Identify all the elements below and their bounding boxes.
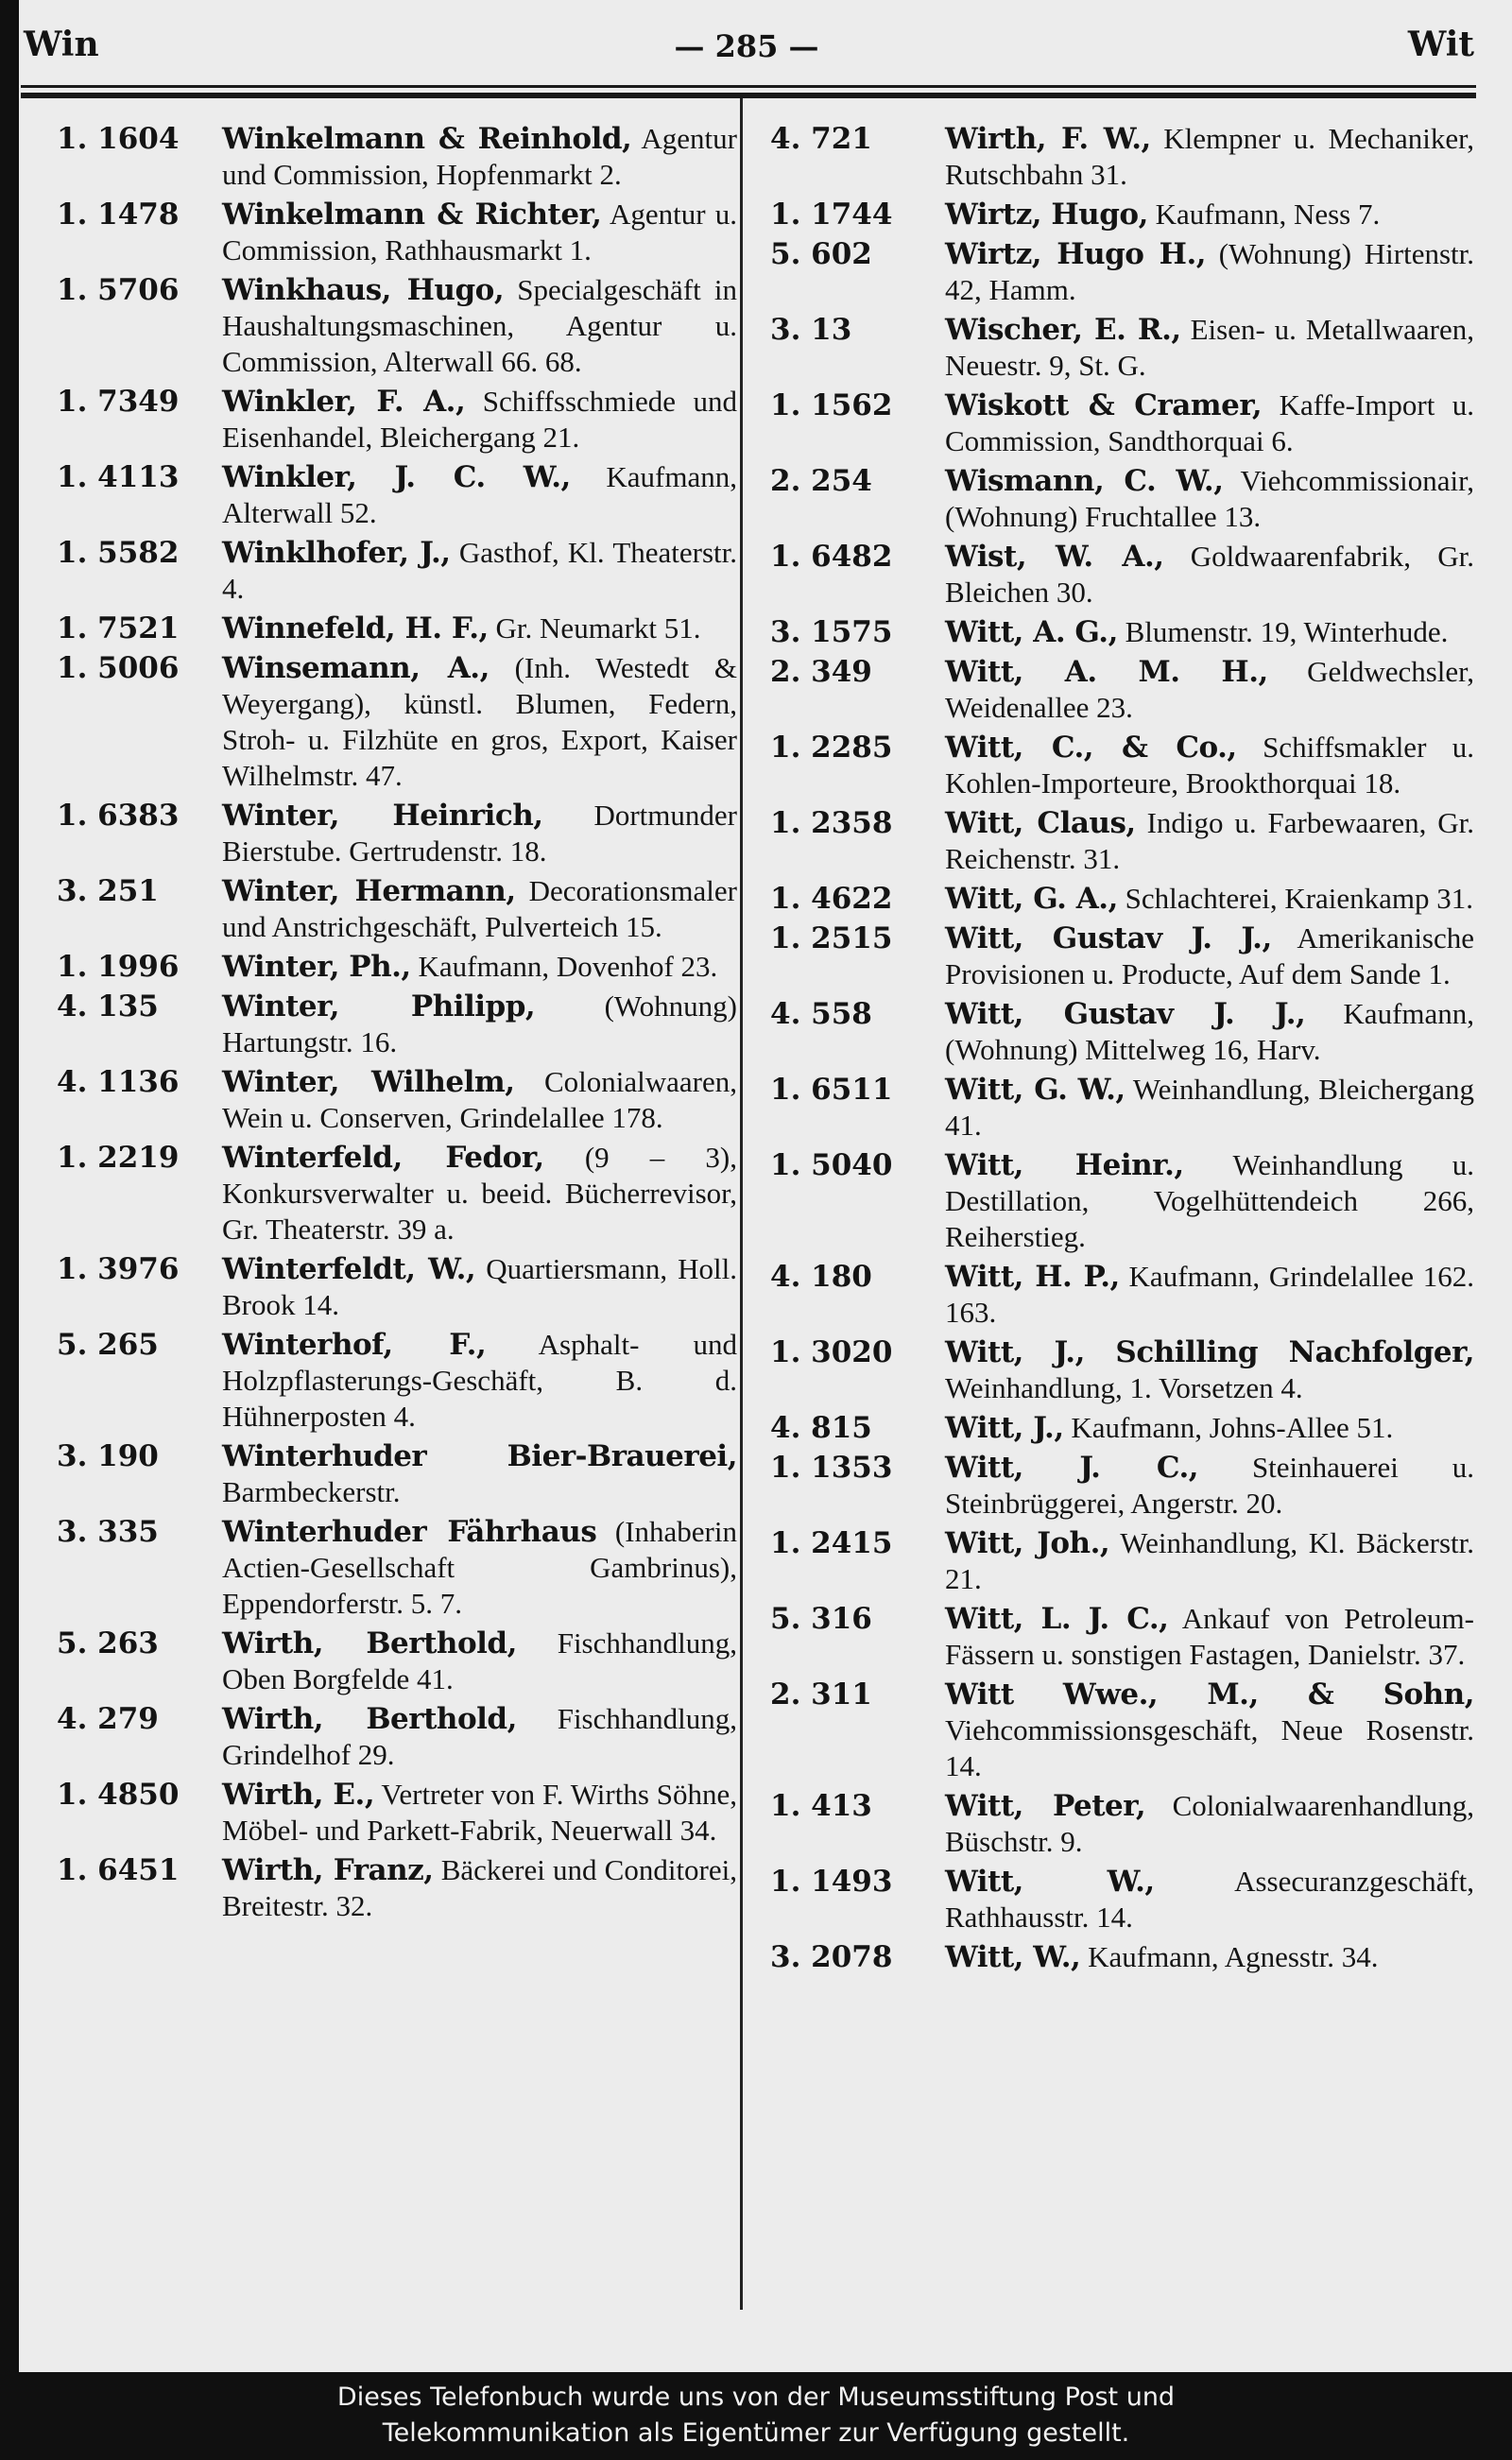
entry-name: Wischer, E. R.,: [945, 313, 1181, 347]
entry-text: [945, 1147, 1474, 1255]
entry-name: Witt Wwe., M., & Sohn,: [945, 1677, 1474, 1712]
entry-name: Wirth, Berthold,: [222, 1702, 517, 1736]
entry-description: Fischhandlung, Oben Borgfelde 41.: [222, 1626, 738, 1695]
entry-name: Winkler, F. A.,: [222, 385, 466, 419]
header-rule-thick: [21, 93, 1476, 98]
directory-entry: [770, 614, 1474, 650]
phone-number: 5. 602: [770, 237, 872, 271]
entry-description: Blumenstr. 19, Winterhude.: [1125, 615, 1449, 648]
phone-number: 2. 349: [770, 655, 872, 689]
entry-description: Kaufmann, Dovenhof 23.: [418, 950, 718, 983]
directory-entry: [57, 650, 737, 794]
entry-description: Steinhauerei u. Steinbrüggerei, Angerstr. 20.: [945, 1451, 1474, 1520]
entry-text: [222, 611, 737, 646]
directory-entry: [770, 996, 1474, 1068]
entry-description: Asphalt- und Holzpflasterungs-Geschäft, B. d. Hühnerposten 4.: [222, 1328, 737, 1433]
phone-number: 1. 4850: [57, 1778, 180, 1812]
phone-number: 1. 3976: [57, 1252, 180, 1286]
entry-description: Klempner u. Mechaniker, Rutschbahn 31.: [945, 122, 1474, 191]
header-rule-thin: [21, 85, 1476, 88]
entry-name: Winterfeldt, W.,: [222, 1252, 476, 1286]
entry-description: Agentur und Commission, Hopfenmarkt 2.: [222, 122, 737, 191]
entry-name: Wirth, E.,: [222, 1778, 375, 1812]
phone-number: 5. 265: [57, 1328, 159, 1362]
footer-line-1: Dieses Telefonbuch wurde uns von der Museumsstiftung Post und: [336, 2383, 1176, 2412]
entry-text: [945, 312, 1474, 384]
entry-name: Witt, G. A.,: [945, 882, 1118, 916]
entry-text: [945, 1072, 1474, 1144]
phone-number: 1. 5706: [57, 273, 180, 307]
directory-entry: [770, 121, 1474, 193]
entry-description: Amerikanische Provisionen u. Producte, Auf dem Sande 1.: [945, 921, 1475, 990]
directory-entry: [770, 920, 1474, 992]
directory-entry: [57, 1777, 737, 1849]
phone-number: 4. 135: [57, 989, 159, 1024]
directory-entry: [770, 1525, 1474, 1597]
entry-description: (Inh. Westedt & Weyergang), künstl. Blumen, Federn, Stroh- u. Filzhüte en gros, Export, Kaiser Wilhelmstr. 47.: [222, 651, 737, 792]
phone-number: 2. 254: [770, 464, 872, 498]
entry-description: Kaffe-Import u. Commission, Sandthorquai 6.: [945, 388, 1475, 457]
entry-description: Specialgeschäft in Haushaltungsmaschinen, Agentur u. Commission, Alterwall 66. 68.: [222, 273, 737, 378]
phone-number: 1. 1478: [57, 198, 180, 232]
entry-name: Witt, Claus,: [945, 806, 1136, 840]
entry-name: Wirtz, Hugo,: [945, 198, 1148, 232]
entry-name: Witt, Joh.,: [945, 1526, 1110, 1560]
directory-entry: [57, 798, 737, 869]
entry-name: Winkelmann & Richter,: [222, 198, 602, 232]
phone-number: 3. 13: [770, 313, 852, 347]
phone-number: 1. 6383: [57, 799, 180, 833]
directory-entry: [57, 1327, 737, 1435]
entry-description: Indigo u. Farbewaaren, Gr. Reichenstr. 31.: [945, 806, 1475, 875]
directory-entry: [57, 197, 737, 268]
directory-entry: [57, 535, 737, 607]
phone-number: 4. 721: [770, 122, 872, 156]
entry-description: Quartiersmann, Holl. Brook 14.: [222, 1252, 738, 1321]
phone-number: 4. 1136: [57, 1065, 180, 1099]
page-number: — 285 —: [674, 28, 819, 64]
right-column: [770, 121, 1474, 1979]
entry-description: (Inhaberin Actien-Gesellschaft Gambrinus), Eppendorferstr. 5. 7.: [222, 1515, 737, 1620]
phone-number: 1. 413: [770, 1789, 872, 1823]
entry-text: [222, 121, 737, 193]
entry-text: [222, 1140, 737, 1247]
directory-entry: [770, 387, 1474, 459]
entry-description: Kaufmann, Agnesstr. 34.: [1088, 1940, 1379, 1973]
directory-entry: [57, 989, 737, 1060]
entry-name: Witt, H. P.,: [945, 1260, 1120, 1294]
entry-text: [945, 1410, 1474, 1446]
phone-number: 1. 1353: [770, 1451, 893, 1485]
entry-description: Kaufmann, Johns-Allee 51.: [1071, 1411, 1394, 1444]
phone-number: 1. 3020: [770, 1335, 893, 1369]
phone-number: 1. 1996: [57, 950, 180, 984]
directory-entry: [57, 1438, 737, 1510]
phone-number: 4. 180: [770, 1260, 872, 1294]
entry-description: Viehcommissionair, (Wohnung) Fruchtallee 13.: [945, 464, 1474, 533]
entry-name: Wirth, Franz,: [222, 1853, 434, 1887]
directory-entry: [57, 949, 737, 985]
entry-description: Agentur u. Commission, Rathhausmarkt 1.: [222, 198, 737, 267]
entry-name: Witt, Gustav J. J.,: [945, 997, 1306, 1031]
entry-name: Witt, A. G.,: [945, 615, 1118, 649]
entry-text: [945, 1259, 1474, 1331]
entry-text: [222, 1438, 737, 1510]
entry-name: Winterhof, F.,: [222, 1328, 487, 1362]
phone-number: 3. 2078: [770, 1940, 893, 1974]
directory-entry: [57, 1514, 737, 1622]
entry-text: [945, 1601, 1474, 1673]
entry-name: Witt, C., & Co.,: [945, 731, 1237, 765]
entry-text: [222, 989, 737, 1060]
directory-entry: [770, 805, 1474, 877]
entry-text: [222, 197, 737, 268]
directory-entry: [770, 1450, 1474, 1522]
entry-name: Winkler, J. C. W.,: [222, 460, 571, 494]
page-header: [19, 19, 1474, 76]
entry-text: [945, 730, 1474, 801]
directory-entry: [770, 197, 1474, 232]
entry-text: [222, 1327, 737, 1435]
entry-description: Schiffsmakler u. Kohlen-Importeure, Brookthorquai 18.: [945, 731, 1474, 800]
entry-name: Witt, G. W.,: [945, 1073, 1125, 1107]
entry-description: Assecuranzgeschäft, Rathhausstr. 14.: [945, 1865, 1475, 1934]
directory-entry: [57, 384, 737, 456]
entry-name: Winterhuder Bier-Brauerei,: [222, 1439, 737, 1473]
entry-text: [222, 650, 737, 794]
phone-number: 1. 2285: [770, 731, 893, 765]
entry-description: Colonialwaaren, Wein u. Conserven, Grindelallee 178.: [222, 1065, 738, 1134]
entry-text: [945, 1450, 1474, 1522]
phone-number: 1. 7521: [57, 611, 180, 645]
entry-description: Kaufmann, (Wohnung) Mittelweg 16, Harv.: [945, 997, 1475, 1066]
entry-description: Weinhandlung, 1. Vorsetzen 4.: [945, 1371, 1303, 1404]
directory-entry: [770, 1788, 1474, 1860]
entry-name: Winkhaus, Hugo,: [222, 273, 505, 307]
phone-number: 4. 279: [57, 1702, 159, 1736]
phone-number: 1. 7349: [57, 385, 180, 419]
directory-entry: [770, 1601, 1474, 1673]
entry-name: Witt, J. C.,: [945, 1451, 1199, 1485]
entry-text: [222, 535, 737, 607]
entry-name: Witt, Peter,: [945, 1789, 1146, 1823]
phone-number: 4. 815: [770, 1411, 872, 1445]
entry-description: Schiffsschmiede und Eisenhandel, Bleichergang 21.: [222, 385, 737, 454]
entry-text: [222, 1514, 737, 1622]
entry-text: [945, 121, 1474, 193]
directory-entry: [770, 1334, 1474, 1406]
entry-text: [945, 805, 1474, 877]
entry-description: Gasthof, Kl. Theaterstr. 4.: [222, 536, 738, 605]
phone-number: 1. 2358: [770, 806, 893, 840]
header-right-keyword: Wit: [1407, 25, 1474, 64]
entry-description: (Wohnung) Hartungstr. 16.: [222, 989, 737, 1058]
entry-name: Winklhofer, J.,: [222, 536, 451, 570]
entry-description: Eisen- u. Metallwaaren, Neuestr. 9, St. G.: [945, 313, 1474, 382]
phone-number: 1. 1604: [57, 122, 180, 156]
directory-entry: [770, 463, 1474, 535]
entry-text: [945, 1788, 1474, 1860]
entry-name: Witt, Gustav J. J.,: [945, 921, 1272, 955]
entry-name: Wirth, F. W.,: [945, 122, 1151, 156]
entry-description: Weinhandlung, Bleichergang 41.: [945, 1073, 1474, 1142]
directory-entry: [770, 654, 1474, 726]
entry-name: Witt, J.,: [945, 1411, 1064, 1445]
directory-entry: [57, 1626, 737, 1697]
phone-number: 2. 311: [770, 1677, 872, 1712]
entry-name: Winter, Ph.,: [222, 950, 411, 984]
entry-description: Dortmunder Bierstube. Gertrudenstr. 18.: [222, 799, 737, 868]
directory-entry: [57, 121, 737, 193]
entry-name: Wirtz, Hugo H.,: [945, 237, 1207, 271]
entry-text: [222, 1777, 737, 1849]
entry-name: Witt, L. J. C.,: [945, 1602, 1169, 1636]
phone-number: 1. 4113: [57, 460, 180, 494]
phone-number: 1. 1744: [770, 198, 893, 232]
entry-text: [945, 1334, 1474, 1406]
entry-text: [945, 881, 1474, 917]
entry-description: Colonialwaarenhandlung, Büschstr. 9.: [945, 1789, 1474, 1858]
directory-entry: [770, 881, 1474, 917]
directory-entry: [770, 539, 1474, 611]
entry-name: Winterhuder Fährhaus: [222, 1515, 597, 1549]
phone-number: 1. 1562: [770, 388, 893, 422]
entry-text: [945, 1864, 1474, 1935]
entry-text: [945, 654, 1474, 726]
directory-entry: [770, 1864, 1474, 1935]
directory-entry: [770, 1147, 1474, 1255]
directory-entry: [770, 1410, 1474, 1446]
entry-text: [222, 949, 737, 985]
phone-number: 1. 6451: [57, 1853, 180, 1887]
directory-entry: [57, 272, 737, 380]
entry-name: Winterfeld, Fedor,: [222, 1141, 544, 1175]
left-column: [57, 121, 737, 1928]
phone-number: 3. 335: [57, 1515, 159, 1549]
phone-number: 1. 5040: [770, 1148, 893, 1182]
entry-name: Witt, Heinr.,: [945, 1148, 1184, 1182]
phone-number: 1. 2219: [57, 1141, 180, 1175]
entry-text: [945, 463, 1474, 535]
entry-text: [945, 996, 1474, 1068]
entry-description: Vertreter von F. Wirths Söhne, Möbel- und Parkett-Fabrik, Neuerwall 34.: [222, 1778, 737, 1847]
directory-entry: [57, 1064, 737, 1136]
entry-name: Winter, Philipp,: [222, 989, 536, 1024]
directory-entry: [57, 1251, 737, 1323]
directory-entry: [770, 1072, 1474, 1144]
entry-text: [222, 1626, 737, 1697]
entry-description: Bäckerei und Conditorei, Breitestr. 32.: [222, 1853, 738, 1922]
entry-name: Witt, W.,: [945, 1940, 1081, 1974]
phone-number: 5. 316: [770, 1602, 872, 1636]
entry-text: [945, 1939, 1474, 1975]
phone-number: 3. 1575: [770, 615, 893, 649]
entry-description: Fischhandlung, Grindelhof 29.: [222, 1702, 738, 1771]
entry-text: [222, 272, 737, 380]
entry-text: [945, 236, 1474, 308]
entry-text: [945, 920, 1474, 992]
entry-text: [945, 614, 1474, 650]
entry-description: Goldwaarenfabrik, Gr. Bleichen 30.: [945, 540, 1474, 609]
entry-text: [222, 1064, 737, 1136]
footer-line-2: Telekommunikation als Eigentümer zur Verfügung gestellt.: [382, 2418, 1130, 2448]
entry-description: Viehcommissionsgeschäft, Neue Rosenstr. 14.: [945, 1713, 1474, 1782]
directory-entry: [770, 236, 1474, 308]
entry-description: Barmbeckerstr.: [222, 1475, 401, 1508]
entry-description: Decorationsmaler und Anstrichgeschäft, Pulverteich 15.: [222, 874, 737, 943]
entry-name: Wirth, Berthold,: [222, 1626, 517, 1660]
entry-description: Gr. Neumarkt 51.: [495, 611, 701, 645]
directory-entry: [57, 1701, 737, 1773]
entry-description: Ankauf von Petroleum-Fässern u. sonstigen Fastagen, Danielstr. 37.: [945, 1602, 1474, 1671]
entry-description: Weinhandlung, Kl. Bäckerstr. 21.: [945, 1526, 1474, 1595]
scan-edge: [0, 0, 19, 2372]
entry-description: Kaufmann, Alterwall 52.: [222, 460, 737, 529]
entry-text: [222, 384, 737, 456]
directory-entry: [770, 1677, 1474, 1784]
entry-text: [222, 873, 737, 945]
directory-entry: [770, 1259, 1474, 1331]
entry-name: Wismann, C. W.,: [945, 464, 1224, 498]
entry-description: Kaufmann, Ness 7.: [1155, 198, 1381, 231]
phone-number: 4. 558: [770, 997, 872, 1031]
directory-entry: [770, 730, 1474, 801]
phone-number: 1. 6482: [770, 540, 893, 574]
phone-number: 1. 6511: [770, 1073, 893, 1107]
entry-name: Witt, A. M. H.,: [945, 655, 1268, 689]
phone-number: 3. 251: [57, 874, 159, 908]
phone-number: 3. 190: [57, 1439, 159, 1473]
directory-entry: [770, 312, 1474, 384]
phone-number: 1. 1493: [770, 1865, 893, 1899]
entry-name: Winter, Hermann,: [222, 874, 516, 908]
phone-number: 1. 5582: [57, 536, 180, 570]
phone-number: 1. 4622: [770, 882, 893, 916]
header-left-keyword: Win: [24, 25, 99, 64]
column-divider: [740, 98, 743, 2310]
directory-entry: [57, 1140, 737, 1247]
directory-entry: [57, 1852, 737, 1924]
entry-description: Kaufmann, Grindelallee 162. 163.: [945, 1260, 1474, 1329]
entry-name: Witt, W.,: [945, 1865, 1155, 1899]
phone-number: 1. 2415: [770, 1526, 893, 1560]
entry-name: Witt, J., Schilling Nachfolger,: [945, 1335, 1474, 1369]
entry-text: [222, 1251, 737, 1323]
directory-entry: [57, 873, 737, 945]
entry-text: [945, 1525, 1474, 1597]
entry-text: [222, 459, 737, 531]
entry-description: Schlachterei, Kraienkamp 31.: [1125, 882, 1474, 915]
entry-description: Weinhandlung u. Destillation, Vogelhüttendeich 266, Reiherstieg.: [945, 1148, 1474, 1253]
entry-name: Wiskott & Cramer,: [945, 388, 1263, 422]
footer-notice: [0, 2372, 1512, 2460]
phone-number: 5. 263: [57, 1626, 159, 1660]
entry-description: Geldwechsler, Weidenallee 23.: [945, 655, 1474, 724]
entry-text: [222, 1701, 737, 1773]
directory-entry: [770, 1939, 1474, 1975]
directory-entry: [57, 459, 737, 531]
entry-text: [945, 539, 1474, 611]
entry-text: [945, 197, 1474, 232]
phone-number: 1. 5006: [57, 651, 180, 685]
entry-text: [222, 798, 737, 869]
entry-description: (9 – 3), Konkursverwalter u. beeid. Bücherrevisor, Gr. Theaterstr. 39 a.: [222, 1141, 737, 1246]
entry-description: (Wohnung) Hirtenstr. 42, Hamm.: [945, 237, 1474, 306]
entry-name: Winnefeld, H. F.,: [222, 611, 489, 645]
phone-number: 1. 2515: [770, 921, 893, 955]
entry-name: Winkelmann & Reinhold,: [222, 122, 632, 156]
entry-name: Wist, W. A.,: [945, 540, 1164, 574]
entry-text: [222, 1852, 737, 1924]
entry-text: [945, 387, 1474, 459]
entry-name: Winsemann, A.,: [222, 651, 490, 685]
entry-name: Winter, Wilhelm,: [222, 1065, 515, 1099]
entry-name: Winter, Heinrich,: [222, 799, 543, 833]
directory-entry: [57, 611, 737, 646]
entry-text: [945, 1677, 1474, 1784]
